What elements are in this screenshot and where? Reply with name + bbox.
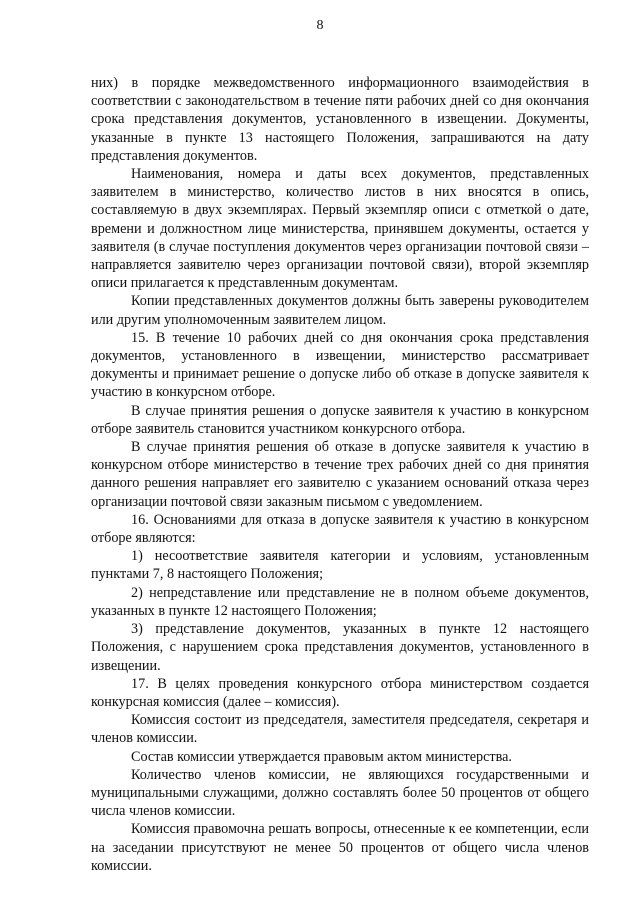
document-body	[91, 74, 589, 875]
paragraph-commission-members-share: Количество членов комиссии, не являющихся государственными и муниципальными служащими, должно составлять более 50 процентов от общего числа членов комиссии.	[91, 766, 589, 820]
paragraph-document-inventory: Наименования, номера и даты всех документов, представленных заявителем в министерство, количество листов в них вносятся в опись, составляемую в двух экземплярах. Первый экземпляр описи с отметкой о дате, времени и должностном лице министерства, принявшем документы, остается у заявителя (в случае поступления документов через организации почтовой связи – направляется заявителю через организации почтовой связи), второй экземпляр описи прилагается к представленным документам.	[91, 166, 589, 292]
paragraph-ground-2: 2) непредставление или представление не в полном объеме документов, указанных в пункте 12 настоящего Положения;	[91, 584, 589, 619]
paragraph-admission-decision: В случае принятия решения о допуске заявителя к участию в конкурсном отборе заявитель становится участником конкурсного отбора.	[91, 402, 589, 437]
paragraph-item-16: 16. Основаниями для отказа в допуске заявителя к участию в конкурсном отборе являются:	[91, 511, 589, 547]
paragraph-ground-1: 1) несоответствие заявителя категории и условиям, установленным пунктами 7, 8 настоящего Положения;	[91, 548, 589, 583]
paragraph-continuation: них) в порядке межведомственного информационного взаимодействия в соответствии с законодательством в течение пяти рабочих дней со дня окончания срока представления документов, установленного в извещении. Документы, указанные в пункте 13 настоящего Положения, запрашиваются на дату представления документов.	[91, 75, 589, 164]
paragraph-refusal-decision: В случае принятия решения об отказе в допуске заявителя к участию в конкурсном отборе министерство в течение трех рабочих дней со дня принятия данного решения направляет его заявителю с указанием оснований отказа через организации почтовой связи заказным письмом с уведомлением.	[91, 439, 589, 510]
paragraph-item-17: 17. В целях проведения конкурсного отбора министерством создается конкурсная комиссия (далее – комиссия).	[91, 675, 589, 710]
paragraph-commission-quorum: Комиссия правомочна решать вопросы, отнесенные к ее компетенции, если на заседании присутствуют не менее 50 процентов от общего числа членов комиссии.	[91, 821, 589, 874]
paragraph-commission-approval: Состав комиссии утверждается правовым актом министерства.	[131, 748, 512, 765]
paragraph-item-15: 15. В течение 10 рабочих дней со дня окончания срока представления документов, установленного в извещении, министерство рассматривает документы и принимает решение о допуске либо об отказе в допуске заявителя к участию в конкурсном отборе.	[91, 329, 589, 401]
paragraph-commission-composition: Комиссия состоит из председателя, заместителя председателя, секретаря и членов комиссии.	[91, 712, 589, 747]
paragraph-copies-certification: Копии представленных документов должны быть заверены руководителем или другим уполномоченным заявителем лицом.	[91, 293, 589, 328]
paragraph-ground-3: 3) представление документов, указанных в пункте 12 настоящего Положения, с нарушением срока представления документов, установленного в извещении.	[91, 621, 589, 674]
page-number: 8	[316, 18, 324, 33]
